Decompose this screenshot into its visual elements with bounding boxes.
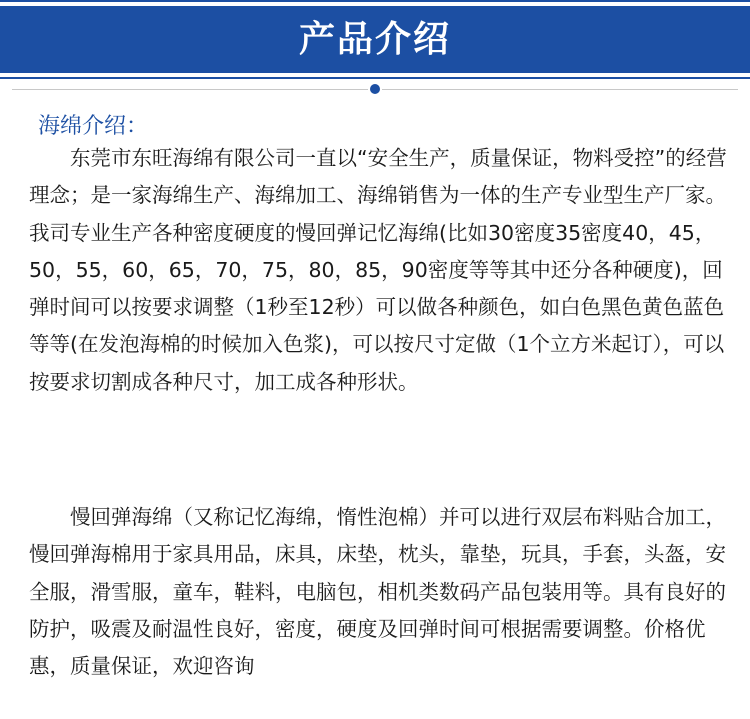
divider-line-right: [382, 89, 738, 90]
divider-dot-icon: [370, 84, 380, 94]
page-title: 产品介绍: [298, 19, 451, 60]
divider-line-left: [12, 89, 368, 90]
header-bottom-rule: [0, 77, 750, 79]
section-title: 海绵介绍：: [38, 114, 149, 139]
application-paragraph: 慢回弹海绵（又称记忆海绵，惰性泡棉）并可以进行双层布料贴合加工，慢回弹海棉用于家具用品，床具，床垫，枕头，靠垫，玩具，手套，头盔，安全服，滑雪服，童车，鞋料，电脑包，相机类数码产品包装用等。具有良好的防护，吸震及耐温性良好，密度，硬度及回弹时间可根据需要调整。价格优惠，质量保证，欢迎咨询: [29, 505, 726, 679]
intro-paragraph: 东莞市东旺海绵有限公司一直以“安全生产，质量保证，物料受控”的经营理念；是一家海绵生产、海绵加工、海绵销售为一体的生产专业型生产厂家。我司专业生产各种密度硬度的慢回弹记忆海绵(比如30密度35密度40，45，50，55，60，65，70，75，80，85，90密度等等其中还分各种硬度)，回弹时间可以按要求调整（1秒至12秒）可以做各种颜色，如白色黑色黄色蓝色等等(在发泡海棉的时候加入色浆)，可以按尺寸定做（1个立方米起订），可以按要求切割成各种尺寸，加工成各种形状。: [29, 146, 727, 394]
header-top-rule: [0, 0, 750, 2]
header-banner: [0, 0, 750, 79]
